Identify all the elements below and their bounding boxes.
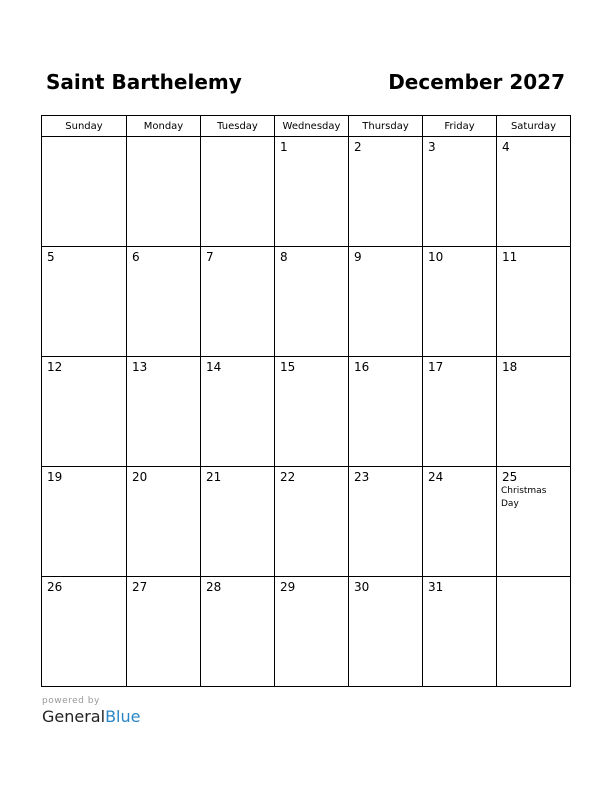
day-cell xyxy=(275,577,349,687)
day-cell xyxy=(497,577,571,687)
brand-name-general: General xyxy=(42,707,106,726)
holiday-label: Christmas Day xyxy=(501,486,547,509)
day-cell xyxy=(423,577,497,687)
day-number: 27 xyxy=(132,580,148,594)
day-number: 26 xyxy=(47,580,63,594)
day-cell xyxy=(201,577,275,687)
day-number: 21 xyxy=(206,470,222,484)
country-title: Saint Barthelemy xyxy=(46,70,242,94)
day-cell xyxy=(201,467,275,577)
day-cell xyxy=(497,247,571,357)
weekday-friday: Friday xyxy=(423,116,497,137)
day-number xyxy=(42,137,126,140)
day-cell xyxy=(127,357,201,467)
day-cell xyxy=(127,137,201,247)
weekday-thursday: Thursday xyxy=(349,116,423,137)
day-cell xyxy=(423,467,497,577)
day-number: 12 xyxy=(47,360,63,374)
week-row xyxy=(42,577,571,687)
day-number: 11 xyxy=(502,250,518,264)
day-cell xyxy=(423,357,497,467)
day-cell xyxy=(349,137,423,247)
day-cell xyxy=(127,247,201,357)
day-cell xyxy=(42,357,127,467)
day-number: 24 xyxy=(428,470,444,484)
day-number: 15 xyxy=(280,360,296,374)
day-number: 16 xyxy=(354,360,370,374)
footer-branding xyxy=(42,696,140,727)
day-cell xyxy=(349,357,423,467)
day-cell xyxy=(201,137,275,247)
day-number: 17 xyxy=(428,360,444,374)
day-number: 22 xyxy=(280,470,296,484)
month-year-title: December 2027 xyxy=(388,70,565,94)
day-cell xyxy=(349,577,423,687)
day-cell xyxy=(349,247,423,357)
day-number: 2 xyxy=(354,140,362,154)
day-number: 20 xyxy=(132,470,148,484)
day-cell xyxy=(423,137,497,247)
day-number: 28 xyxy=(206,580,222,594)
day-cell xyxy=(201,357,275,467)
day-number: 3 xyxy=(428,140,436,154)
day-cell xyxy=(275,357,349,467)
day-cell xyxy=(275,467,349,577)
day-number: 8 xyxy=(280,250,288,264)
brand-name-blue: Blue xyxy=(105,707,141,726)
day-number: 19 xyxy=(47,470,63,484)
day-number: 7 xyxy=(206,250,214,264)
calendar-header xyxy=(46,70,565,94)
day-number: 13 xyxy=(132,360,148,374)
day-number: 10 xyxy=(428,250,444,264)
day-cell xyxy=(497,137,571,247)
day-cell xyxy=(423,247,497,357)
weekday-header-row xyxy=(42,116,571,137)
day-number xyxy=(201,137,274,140)
day-number: 25 xyxy=(502,470,518,484)
week-row xyxy=(42,247,571,357)
day-number: 14 xyxy=(206,360,222,374)
month-calendar-grid xyxy=(41,115,571,687)
day-number: 29 xyxy=(280,580,296,594)
day-number: 23 xyxy=(354,470,370,484)
day-number: 5 xyxy=(47,250,55,264)
day-cell xyxy=(201,247,275,357)
brand-logo xyxy=(42,707,140,727)
weekday-sunday: Sunday xyxy=(42,116,127,137)
day-number: 18 xyxy=(502,360,518,374)
day-cell xyxy=(275,137,349,247)
week-row xyxy=(42,357,571,467)
day-cell xyxy=(127,467,201,577)
week-row xyxy=(42,467,571,577)
day-cell xyxy=(497,467,571,577)
day-number: 9 xyxy=(354,250,362,264)
day-cell xyxy=(497,357,571,467)
day-number: 1 xyxy=(280,140,288,154)
day-cell xyxy=(42,577,127,687)
day-number xyxy=(127,137,200,140)
day-number: 30 xyxy=(354,580,370,594)
day-cell xyxy=(275,247,349,357)
powered-by-text: powered by xyxy=(42,696,100,706)
day-cell xyxy=(127,577,201,687)
day-number xyxy=(497,577,570,580)
day-cell xyxy=(349,467,423,577)
day-cell xyxy=(42,137,127,247)
week-row xyxy=(42,137,571,247)
weekday-wednesday: Wednesday xyxy=(275,116,349,137)
weekday-monday: Monday xyxy=(127,116,201,137)
weekday-tuesday: Tuesday xyxy=(201,116,275,137)
weekday-saturday: Saturday xyxy=(497,116,571,137)
day-number: 31 xyxy=(428,580,444,594)
day-number: 4 xyxy=(502,140,510,154)
day-number: 6 xyxy=(132,250,140,264)
day-cell xyxy=(42,467,127,577)
day-cell xyxy=(42,247,127,357)
